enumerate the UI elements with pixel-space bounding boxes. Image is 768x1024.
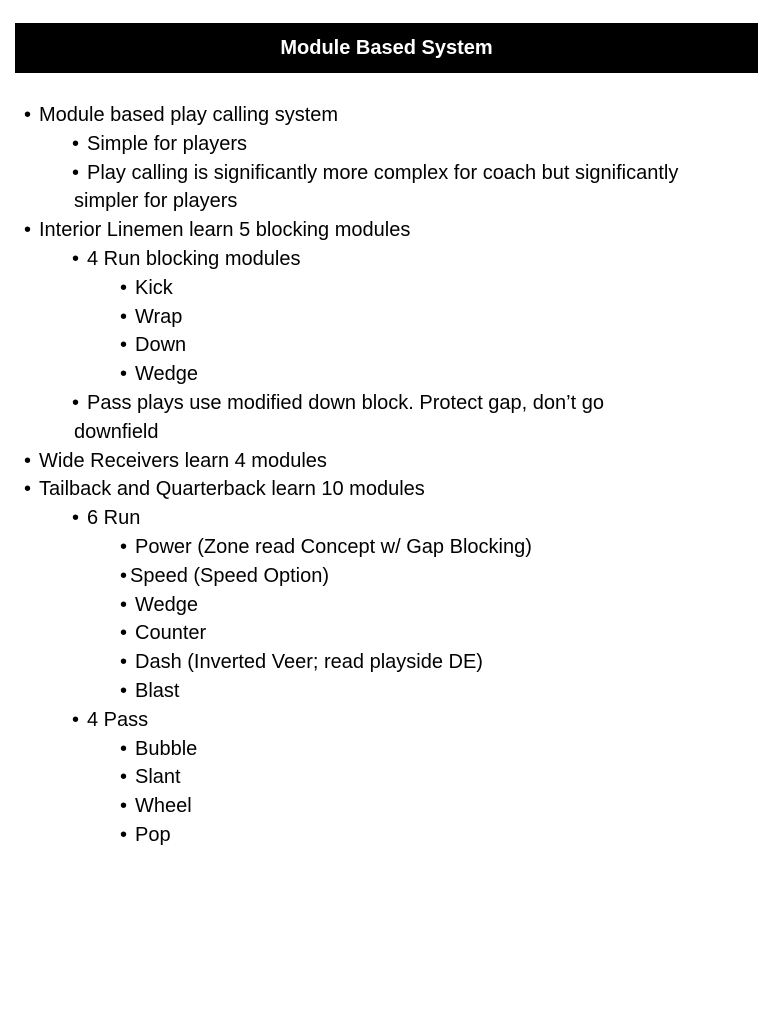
outline-item-level-1 xyxy=(0,447,748,476)
outline-item-text: Counter xyxy=(135,622,207,645)
bullet-icon: • xyxy=(120,564,128,587)
outline-item-level-3 xyxy=(0,735,748,764)
outline-item-text: Dash (Inverted Veer; read playside DE) xyxy=(135,651,483,674)
outline-item-level-3 xyxy=(0,648,748,677)
bullet-icon: • xyxy=(120,622,128,645)
outline-item-level-2 xyxy=(0,389,751,447)
outline-item-text: Bubble xyxy=(135,737,198,760)
bullet-icon: • xyxy=(120,679,128,702)
outline-item-text: 6 Run xyxy=(87,507,141,530)
bullet-icon: • xyxy=(120,363,128,386)
outline-item-level-3 xyxy=(0,360,748,389)
outline-item-level-2 xyxy=(0,504,751,533)
bullet-icon: • xyxy=(72,391,80,414)
outline-item-level-3 xyxy=(0,303,748,332)
bullet-icon: • xyxy=(24,449,32,472)
outline-item-level-1 xyxy=(0,101,748,130)
bullet-icon: • xyxy=(24,478,32,501)
outline-item-text: Power (Zone read Concept w/ Gap Blocking) xyxy=(135,535,532,558)
outline-item-level-3 xyxy=(0,591,748,620)
outline-item-text: Play calling is significantly more complex for coach but significantly xyxy=(87,161,679,184)
bullet-icon: • xyxy=(24,104,32,126)
outline-item-text: Down xyxy=(135,334,187,357)
bullet-icon: • xyxy=(72,247,80,270)
outline-item-text: 4 Pass xyxy=(87,708,149,731)
outline-item-text: Wedge xyxy=(135,363,199,386)
outline-item-text: Wide Receivers learn 4 modules xyxy=(39,449,327,472)
bullet-icon: • xyxy=(120,795,128,818)
title-bar xyxy=(15,23,758,73)
outline-item-level-3 xyxy=(0,562,743,591)
bullet-icon: • xyxy=(120,334,128,357)
bullet-outline xyxy=(0,101,768,850)
outline-item-level-1 xyxy=(0,475,748,504)
page-title: Module Based System xyxy=(280,37,493,59)
bullet-icon: • xyxy=(72,708,80,731)
outline-item-level-1 xyxy=(0,216,748,245)
outline-item-text: Interior Linemen learn 5 blocking modules xyxy=(39,219,411,242)
outline-item-continuation: downfield xyxy=(74,420,159,443)
outline-item-text: 4 Run blocking modules xyxy=(87,247,301,270)
outline-item-text: Kick xyxy=(135,276,173,299)
bullet-icon: • xyxy=(120,276,128,299)
outline-item-level-3 xyxy=(0,533,748,562)
bullet-icon: • xyxy=(120,737,128,760)
outline-item-text: Blast xyxy=(135,679,180,702)
outline-item-text: Wedge xyxy=(135,593,199,616)
outline-item-text: Pop xyxy=(135,823,171,846)
outline-item-level-2 xyxy=(0,245,751,274)
outline-item-level-2 xyxy=(0,130,751,159)
outline-item-level-2 xyxy=(0,159,751,217)
bullet-icon: • xyxy=(72,507,80,530)
bullet-icon: • xyxy=(120,766,128,789)
outline-item-level-3 xyxy=(0,274,748,303)
bullet-icon: • xyxy=(72,132,80,155)
outline-item-level-2 xyxy=(0,706,751,735)
outline-item-level-3 xyxy=(0,677,748,706)
outline-item-level-3 xyxy=(0,821,748,850)
bullet-icon: • xyxy=(24,219,32,242)
bullet-icon: • xyxy=(120,535,128,558)
outline-item-text: Wrap xyxy=(135,305,183,328)
bullet-icon: • xyxy=(72,161,80,184)
outline-item-continuation: simpler for players xyxy=(74,190,238,213)
outline-item-text: Simple for players xyxy=(87,132,248,155)
outline-item-text: Wheel xyxy=(135,795,192,818)
outline-item-text: Pass plays use modified down block. Protect gap, don’t go xyxy=(87,391,604,414)
outline-item-text: Slant xyxy=(135,766,181,789)
bullet-icon: • xyxy=(120,305,128,328)
outline-item-text: Module based play calling system xyxy=(39,104,339,126)
outline-item-level-3 xyxy=(0,619,748,648)
outline-item-text: Speed (Speed Option) xyxy=(130,564,330,587)
outline-item-level-3 xyxy=(0,792,748,821)
bullet-icon: • xyxy=(120,593,128,616)
bullet-icon: • xyxy=(120,651,128,674)
outline-item-level-3 xyxy=(0,331,748,360)
outline-item-text: Tailback and Quarterback learn 10 modules xyxy=(39,478,425,501)
outline-item-level-3 xyxy=(0,763,748,792)
bullet-icon: • xyxy=(120,823,128,846)
